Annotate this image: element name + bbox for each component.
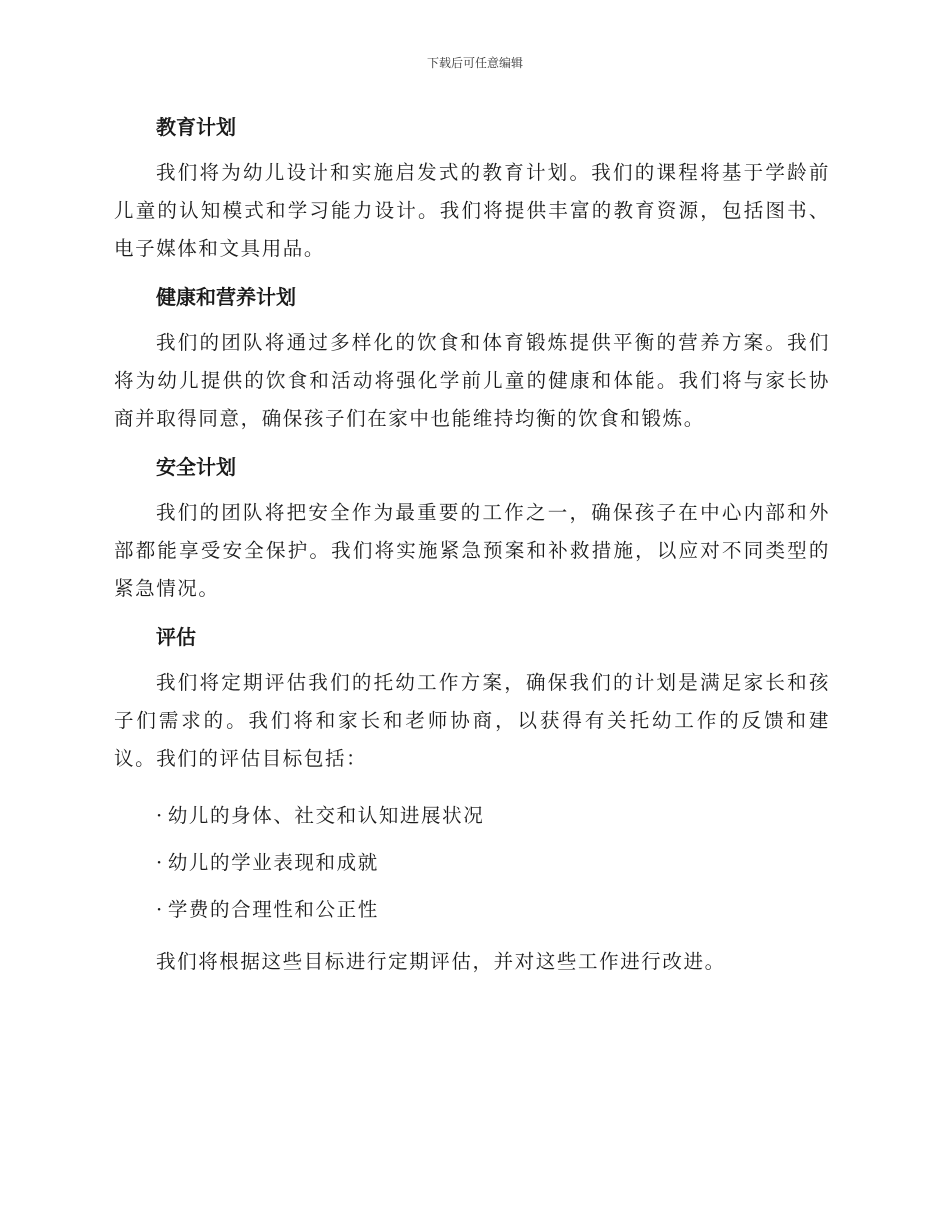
page-header: 下载后可任意编辑 [426, 56, 523, 70]
bullet-marker: · [156, 804, 164, 827]
bullet-item [114, 802, 830, 849]
bullet-item [114, 849, 830, 896]
bullet-marker: · [156, 898, 164, 921]
bullet-item [114, 896, 830, 943]
bullet-marker: · [156, 851, 164, 874]
paragraph-safety-plan: 我们的团队将把安全作为最重要的工作之一，确保孩子在中心内部和外部都能享受安全保护。我们将实施紧急预案和补救措施，以应对不同类型的紧急情况。 [114, 501, 830, 600]
heading-health-nutrition-plan: 健康和营养计划 [156, 285, 296, 309]
bullet-text: 幼儿的身体、社交和认知进展状况 [167, 804, 485, 827]
heading-education-plan: 教育计划 [156, 115, 236, 139]
paragraph-health-nutrition-plan: 我们的团队将通过多样化的饮食和体育锻炼提供平衡的营养方案。我们将为幼儿提供的饮食和活动将强化学前儿童的健康和体能。我们将与家长协商并取得同意，确保孩子们在家中也能维持均衡的饮食和锻炼。 [114, 331, 830, 430]
bullet-text: 幼儿的学业表现和成就 [167, 851, 379, 874]
bullet-text: 学费的合理性和公正性 [167, 898, 379, 921]
paragraph-education-plan: 我们将为幼儿设计和实施启发式的教育计划。我们的课程将基于学龄前儿童的认知模式和学习能力设计。我们将提供丰富的教育资源，包括图书、电子媒体和文具用品。 [114, 161, 830, 260]
heading-evaluation: 评估 [156, 625, 196, 649]
paragraph-closing: 我们将根据这些目标进行定期评估，并对这些工作进行改进。 [156, 950, 726, 973]
heading-safety-plan: 安全计划 [156, 455, 236, 479]
document-body [114, 108, 830, 981]
paragraph-evaluation: 我们将定期评估我们的托幼工作方案，确保我们的计划是满足家长和孩子们需求的。我们将和家长和老师协商，以获得有关托幼工作的反馈和建议。我们的评估目标包括： [114, 671, 830, 770]
